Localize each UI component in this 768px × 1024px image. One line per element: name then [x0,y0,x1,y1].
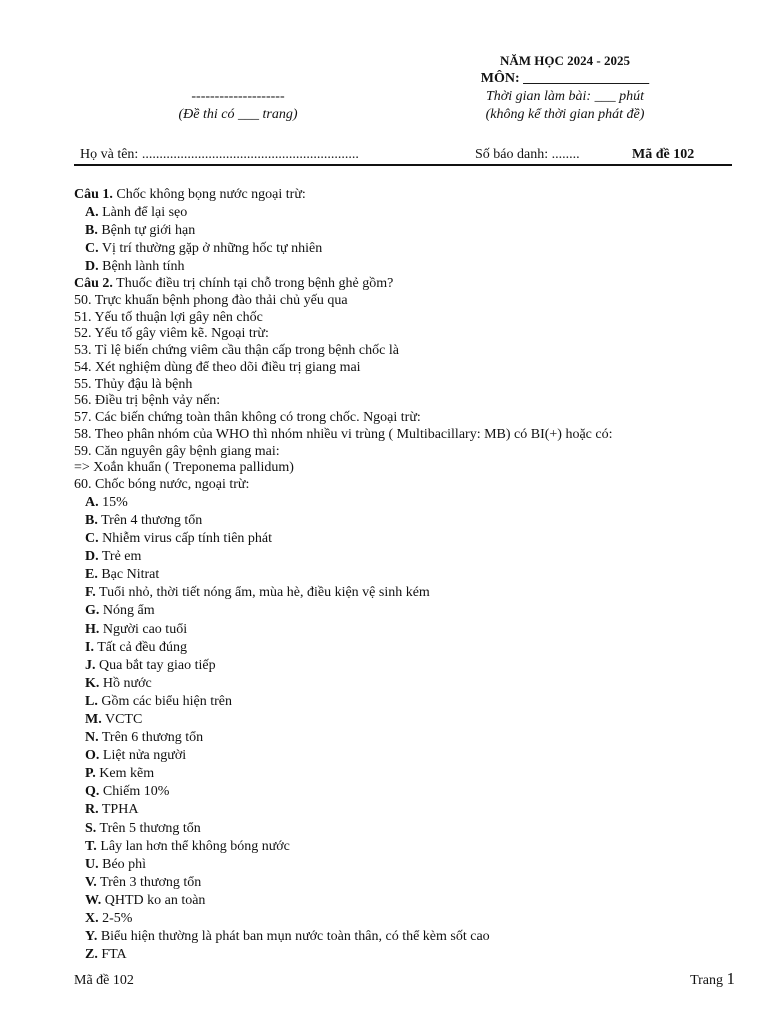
school-year: NĂM HỌC 2024 - 2025 [500,53,630,68]
option-text: Trên 5 thương tổn [96,820,201,836]
numbered-line: 57. Các biến chứng toàn thân không có trong chốc. Ngoại trừ: [74,410,421,426]
answer-option [74,820,754,838]
answer-option [74,584,754,602]
question-text: Chốc không bọng nước ngoại trừ: [112,187,306,202]
header-dashes: -------------------- [191,89,285,104]
option-letter: C. [85,531,99,547]
answer-option [74,838,754,856]
answer-option [74,657,754,675]
option-letter: E. [85,567,98,583]
header-divider [74,164,732,166]
answer-option [74,675,754,693]
question-2 [74,276,754,293]
answer-option [74,566,754,584]
option-letter: N. [85,730,99,746]
question-1-option [74,258,754,276]
option-letter: H. [85,621,100,637]
answer-option [74,892,754,910]
answer-option [74,874,754,892]
answer-option [74,639,754,657]
question-number: Câu 2. [74,276,113,292]
answer-option [74,765,754,783]
answer-option [74,548,754,566]
option-text: Trên 4 thương tổn [97,512,203,528]
numbered-line: 55. Thủy đậu là bệnh [74,376,193,392]
numbered-line: 50. Trực khuẩn bệnh phong đào thải chủ yếu qua [74,292,348,308]
option-text: Nhiễm virus cấp tính tiên phát [98,531,273,547]
exam-content [74,187,754,964]
option-letter: U. [85,856,99,872]
option-letter: D. [85,259,99,275]
answer-options-list [74,494,754,964]
subject-line: MÔN: __________________ [480,71,650,86]
option-text: Lành để lại sẹo [98,204,188,220]
option-text: Gồm các biểu hiện trên [97,693,232,709]
option-text: Người cao tuổi [99,621,188,637]
numbered-line: 56. Điều trị bệnh vảy nến: [74,393,221,409]
option-letter: V. [85,874,97,890]
answer-option [74,910,754,928]
numbered-line: 58. Theo phân nhóm của WHO thì nhóm nhiều vi trùng ( Multibacillary: MB) có BI(+) hoặc có: [74,426,613,442]
option-text: Lây lan hơn thể không bóng nước [96,838,290,854]
question-1 [74,187,754,204]
option-letter: F. [85,585,96,601]
option-text: Tuổi nhỏ, thời tiết nóng ẩm, mùa hè, điều kiện vệ sinh kém [95,585,430,601]
option-letter: T. [85,838,97,854]
page-count-note: (Đề thi có ___ trang) [178,107,298,122]
option-letter: S. [85,820,97,836]
option-text: Bạc Nitrat [97,567,160,583]
option-text: TPHA [98,802,139,818]
footer-exam-code: Mã đề 102 [74,973,134,988]
answer-option [74,693,754,711]
question-number: Câu 1. [74,187,113,202]
answer-note: => Xoắn khuẩn ( Treponema pallidum) [74,460,294,476]
option-letter: Q. [85,784,100,800]
question-text: Thuốc điều trị chính tại chỗ trong bệnh ghẻ gồm? [112,276,394,292]
exam-code: Mã đề 102 [632,147,695,162]
option-letter: J. [85,657,96,673]
option-text: Liệt nửa người [99,748,187,764]
option-letter: B. [85,222,98,238]
page-label: Trang [690,973,727,988]
option-text: FTA [97,947,127,963]
option-letter: L. [85,693,98,709]
option-letter: R. [85,802,99,818]
option-text: Kem kẽm [95,766,155,782]
option-letter: W. [85,892,102,908]
numbered-line: 54. Xét nghiệm dùng để theo dõi điều trị giang mai [74,359,361,375]
option-letter: C. [85,240,99,256]
answer-option [74,602,754,620]
answer-option [74,530,754,548]
option-letter: K. [85,675,100,691]
student-name-label: Họ và tên: .............................................................. [80,147,359,162]
answer-option [74,621,754,639]
answer-option [74,711,754,729]
option-text: QHTD ko an toàn [101,892,206,908]
answer-option [74,494,754,512]
answer-option [74,801,754,819]
option-text: Tất cả đều đúng [93,639,187,655]
question-1-option [74,204,754,222]
option-text: Biểu hiện thường là phát ban mụn nước toàn thân, có thể kèm sốt cao [97,929,490,945]
answer-option [74,729,754,747]
numbered-line: 51. Yếu tố thuận lợi gây nên chốc [74,309,263,325]
footer-page [690,970,735,990]
student-info-row [80,146,720,164]
option-letter: X. [85,911,99,927]
numbered-line: 60. Chốc bóng nước, ngoại trừ: [74,477,250,493]
option-letter: D. [85,549,99,565]
student-id-label: Số báo danh: ........ [475,147,580,162]
option-text: Vị trí thường gặp ở những hốc tự nhiên [98,240,323,256]
time-allowed: Thời gian làm bài: ___ phút [486,89,644,104]
option-text: Hồ nước [99,675,152,691]
option-text: Bệnh tự giới hạn [97,222,196,238]
numbered-line: 59. Căn nguyên gây bệnh giang mai: [74,443,280,459]
option-letter: I. [85,639,94,655]
option-text: Trên 6 thương tổn [98,730,204,746]
option-letter: Z. [85,947,98,963]
option-text: 15% [98,494,128,510]
page-number: 1 [726,969,735,988]
option-text: VCTC [101,712,143,727]
exam-header-right [460,52,670,124]
option-letter: M. [85,712,102,727]
option-letter: A. [85,204,99,220]
option-letter: A. [85,494,99,510]
numbered-line: 52. Yếu tố gây viêm kẽ. Ngoại trừ: [74,326,269,342]
exam-header-left [140,88,336,124]
option-letter: O. [85,748,100,764]
option-text: Trẻ em [98,549,142,565]
answer-option [74,783,754,801]
question-1-option [74,240,754,258]
option-text: Nóng ẩm [99,603,155,619]
option-letter: B. [85,512,98,528]
option-text: 2-5% [98,911,133,927]
option-letter: Y. [85,929,98,945]
time-note: (không kể thời gian phát đề) [485,107,645,122]
answer-option [74,946,754,964]
option-text: Béo phì [98,856,147,872]
answer-option [74,856,754,874]
answer-option [74,928,754,946]
option-letter: G. [85,603,100,619]
option-text: Qua bắt tay giao tiếp [95,657,216,673]
option-text: Trên 3 thương tổn [96,874,202,890]
option-text: Bệnh lành tính [98,259,185,275]
answer-option [74,747,754,765]
question-1-option [74,222,754,240]
option-text: Chiếm 10% [99,784,170,800]
numbered-line: 53. Tỉ lệ biến chứng viêm cầu thận cấp trong bệnh chốc là [74,343,399,359]
option-letter: P. [85,766,96,782]
answer-option [74,512,754,530]
